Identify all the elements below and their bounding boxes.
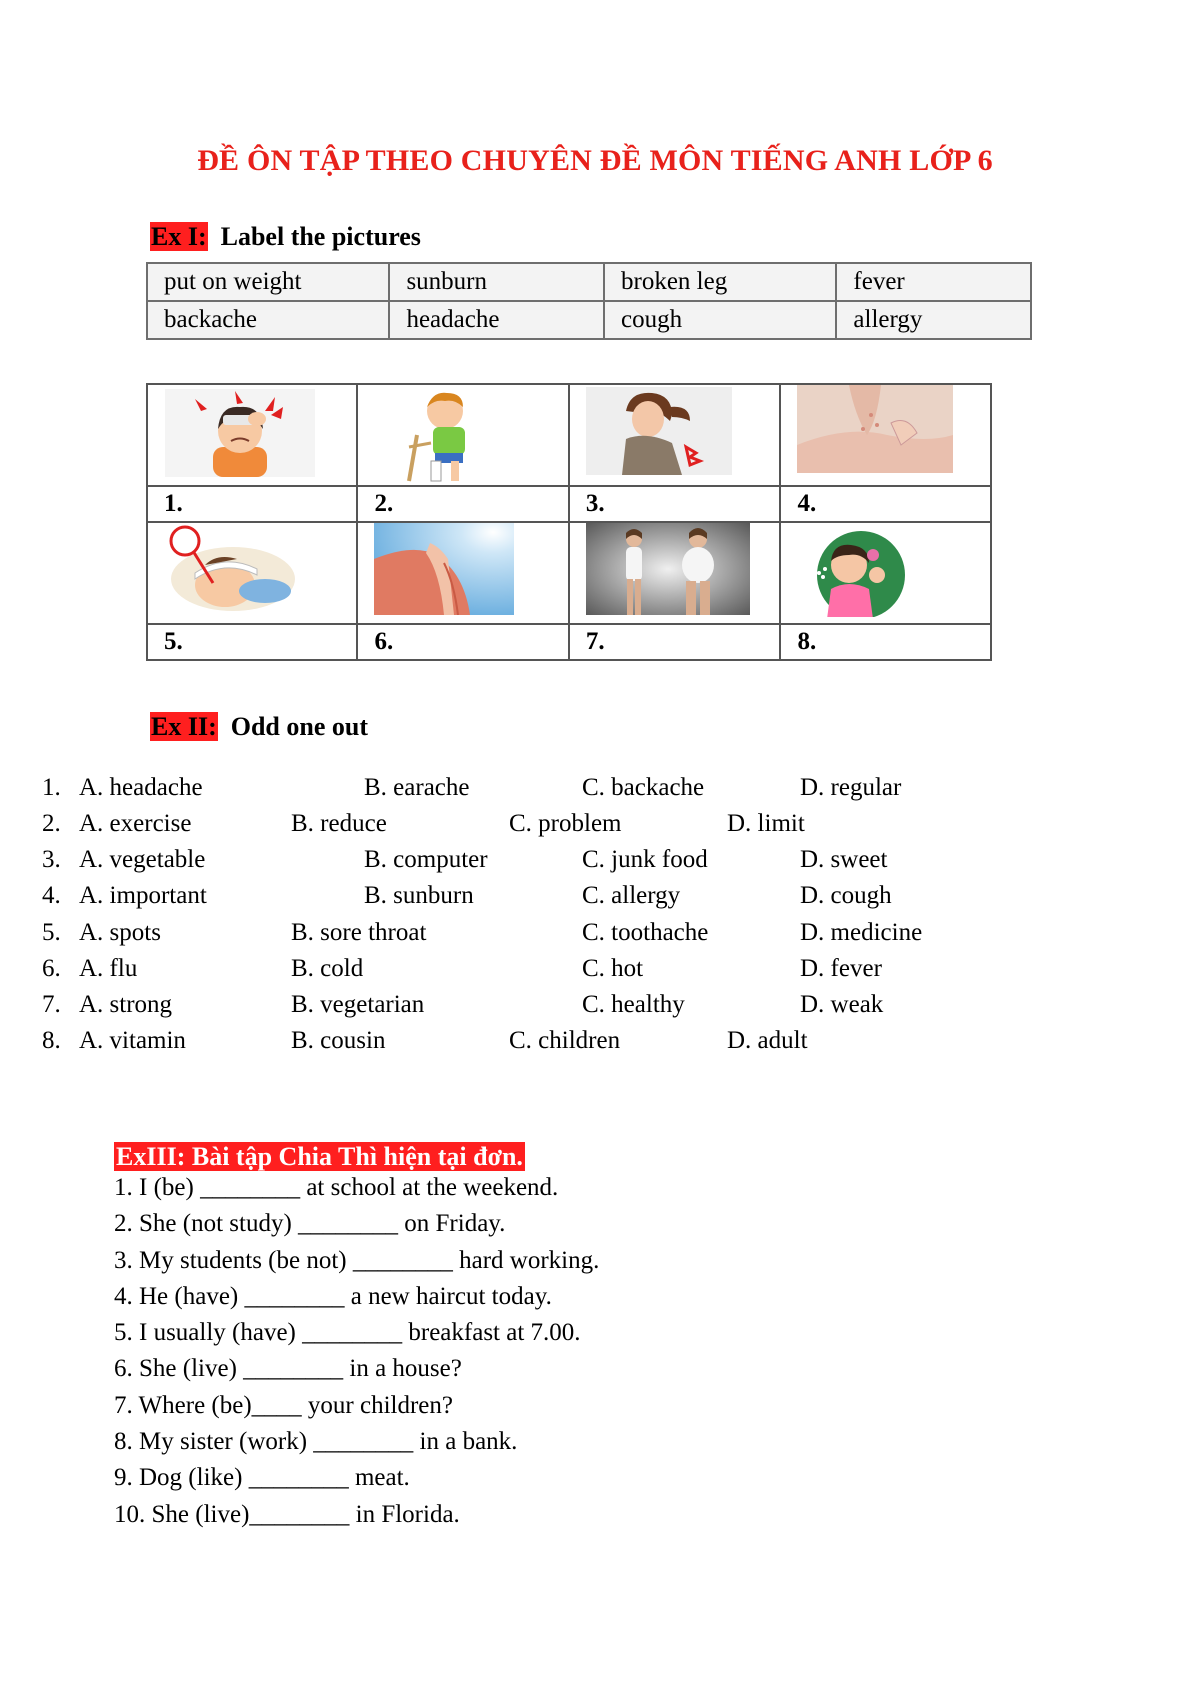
page-title: ĐỀ ÔN TẬP THEO CHUYÊN ĐỀ MÔN TIẾNG ANH LỚP 6 xyxy=(197,144,993,177)
list-item: 1. I (be) ________ at school at the weekend. xyxy=(114,1174,559,1201)
option-a: A. vitamin xyxy=(79,1027,186,1054)
list-item: 6. She (live) ________ in a house? xyxy=(114,1355,462,1383)
picture-number: 4. xyxy=(780,486,991,522)
ex2-tag: Ex II: xyxy=(151,712,217,741)
allergy-picture xyxy=(797,385,953,473)
ex3-title: ExIII: Bài tập Chia Thì hiện tại đơn. xyxy=(116,1142,523,1171)
ex2-title: Odd one out xyxy=(230,712,369,741)
fever-picture xyxy=(165,525,295,615)
list-item: 5. I usually (have) ________ breakfast at 7.00. xyxy=(114,1319,581,1347)
option-c: C. backache xyxy=(582,774,705,801)
cough-picture xyxy=(809,529,919,617)
option-d: D. limit xyxy=(727,810,805,837)
option-d: D. weak xyxy=(800,991,884,1018)
picture-cell xyxy=(147,522,357,624)
put-on-weight-picture xyxy=(586,523,750,615)
vocabulary-table xyxy=(146,262,1032,340)
option-c: C. allergy xyxy=(582,882,681,909)
list-item: 10. She (live)________ in Florida. xyxy=(114,1500,460,1528)
option-b: B. sunburn xyxy=(364,882,474,909)
picture-number: 8. xyxy=(780,624,991,660)
vocab-cell: broken leg xyxy=(604,263,836,301)
sunburn-picture xyxy=(374,523,514,615)
item-number: 6. xyxy=(42,955,61,982)
option-b: B. computer xyxy=(364,846,488,873)
vocab-cell: headache xyxy=(389,301,604,339)
picture-cell xyxy=(357,384,568,486)
list-item xyxy=(0,810,1190,844)
option-d: D. regular xyxy=(800,774,902,801)
picture-cell xyxy=(569,384,781,486)
ex2-heading xyxy=(150,712,368,742)
option-a: A. important xyxy=(79,882,207,909)
option-a: A. flu xyxy=(79,955,138,982)
option-b: B. cousin xyxy=(291,1027,386,1054)
option-a: A. headache xyxy=(79,774,203,801)
vocab-row xyxy=(147,301,1031,339)
option-c: C. healthy xyxy=(582,991,685,1018)
ex1-title: Label the pictures xyxy=(220,222,421,251)
list-item: 2. She (not study) ________ on Friday. xyxy=(114,1210,506,1238)
vocab-cell: cough xyxy=(604,301,836,339)
list-item xyxy=(0,991,1190,1025)
picture-cell xyxy=(780,522,991,624)
option-c: C. children xyxy=(509,1027,621,1054)
list-item: 8. My sister (work) ________ in a bank. xyxy=(114,1428,518,1456)
option-d: D. sweet xyxy=(800,846,888,873)
option-a: A. spots xyxy=(79,919,161,946)
option-d: D. fever xyxy=(800,955,882,982)
picture-cell xyxy=(357,522,568,624)
item-number: 5. xyxy=(42,919,61,946)
vocab-cell: backache xyxy=(147,301,389,339)
list-item: 4. He (have) ________ a new haircut today. xyxy=(114,1282,552,1310)
option-b: B. vegetarian xyxy=(291,991,425,1018)
list-item xyxy=(0,882,1190,916)
backache-picture xyxy=(586,387,732,475)
item-number: 8. xyxy=(42,1027,61,1054)
odd-one-out-list xyxy=(0,774,1190,1074)
picture-number: 5. xyxy=(147,624,357,660)
option-a: A. strong xyxy=(79,991,173,1018)
vocab-cell: sunburn xyxy=(389,263,604,301)
item-number: 2. xyxy=(42,810,61,837)
option-a: A. exercise xyxy=(79,810,192,837)
ex3-heading xyxy=(114,1142,525,1172)
option-c: C. hot xyxy=(582,955,644,982)
vocab-cell: put on weight xyxy=(147,263,389,301)
picture-cell xyxy=(569,522,781,624)
ex1-tag: Ex I: xyxy=(151,222,207,251)
item-number: 3. xyxy=(42,846,61,873)
picture-number: 6. xyxy=(357,624,568,660)
option-c: C. toothache xyxy=(582,919,709,946)
vocab-cell: allergy xyxy=(836,301,1031,339)
option-b: B. reduce xyxy=(291,810,387,837)
option-a: A. vegetable xyxy=(79,846,206,873)
list-item xyxy=(0,955,1190,989)
picture-number: 3. xyxy=(569,486,781,522)
ex1-heading xyxy=(150,222,421,252)
vocab-row xyxy=(147,263,1031,301)
picture-number: 1. xyxy=(147,486,357,522)
vocab-cell: fever xyxy=(836,263,1031,301)
list-item: 9. Dog (like) ________ meat. xyxy=(114,1464,410,1492)
broken-leg-picture xyxy=(375,387,525,483)
list-item: 7. Where (be)____ your children? xyxy=(114,1391,453,1419)
exercise-sentences xyxy=(114,1174,1014,1537)
option-c: C. problem xyxy=(509,810,622,837)
list-item xyxy=(0,1027,1190,1061)
option-d: D. medicine xyxy=(800,919,923,946)
list-item xyxy=(0,846,1190,880)
option-b: B. sore throat xyxy=(291,919,427,946)
item-number: 1. xyxy=(42,774,61,801)
picture-table xyxy=(146,383,992,661)
option-d: D. cough xyxy=(800,882,892,909)
item-number: 7. xyxy=(42,991,61,1018)
list-item xyxy=(0,774,1190,808)
option-c: C. junk food xyxy=(582,846,708,873)
headache-picture xyxy=(165,389,315,477)
option-b: B. cold xyxy=(291,955,364,982)
picture-cell xyxy=(147,384,357,486)
option-d: D. adult xyxy=(727,1027,808,1054)
picture-cell xyxy=(780,384,991,486)
item-number: 4. xyxy=(42,882,61,909)
list-item xyxy=(0,919,1190,953)
list-item: 3. My students (be not) ________ hard working. xyxy=(114,1246,600,1274)
picture-number: 7. xyxy=(569,624,781,660)
picture-number: 2. xyxy=(357,486,568,522)
option-b: B. earache xyxy=(364,774,470,801)
